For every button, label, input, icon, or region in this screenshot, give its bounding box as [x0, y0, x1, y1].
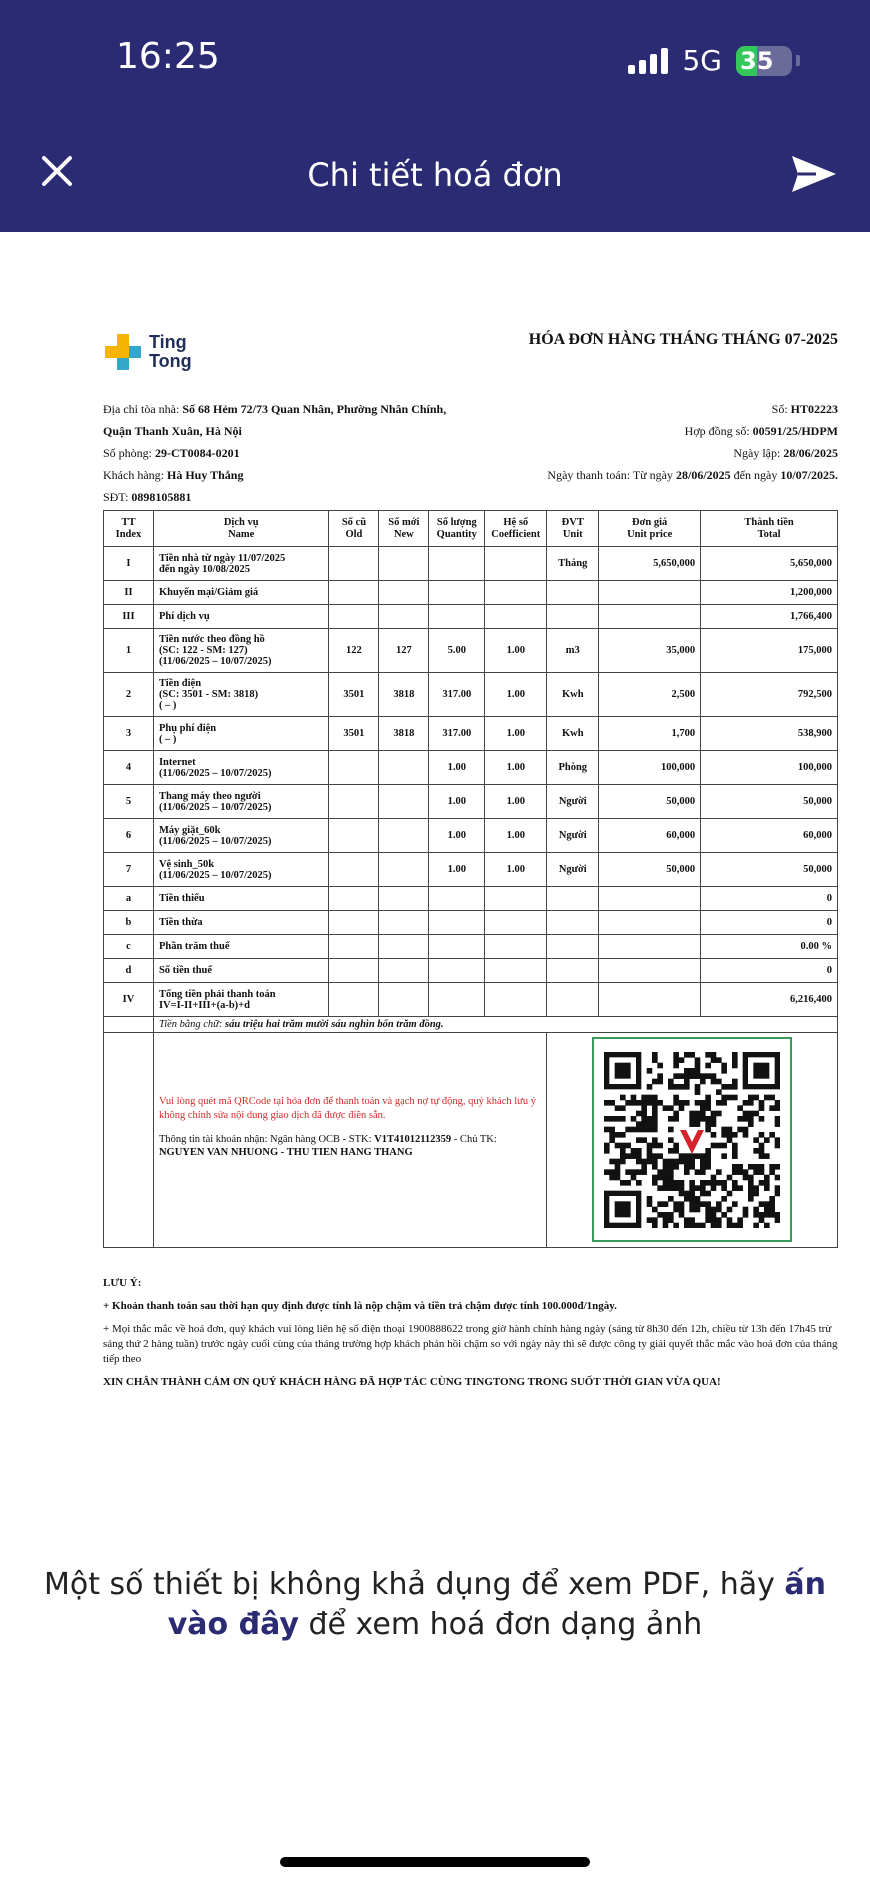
row-index: d — [104, 959, 154, 983]
row-price: 1,700 — [599, 717, 701, 751]
row-index: 4 — [104, 751, 154, 785]
row-total: 0 — [701, 911, 838, 935]
row-index: 6 — [104, 819, 154, 853]
status-time: 16:25 — [116, 36, 220, 77]
row-new: 3818 — [379, 673, 429, 717]
row-service-line: Số tiền thuế — [158, 965, 213, 976]
row-qty — [429, 581, 485, 605]
row-service-line: Tiền thừa — [158, 917, 203, 928]
row-qty: 1.00 — [429, 819, 485, 853]
row-service — [153, 717, 329, 751]
note-contact: + Mọi thắc mắc về hoá đơn, quý khách vui lòng liên hệ số điện thoại 1900888622 trong giờ hành chính hàng ngày (sáng từ 8h30 đến 12h, chiều từ 13h đến 17h45 trừ sáng thứ 2 hàng tuần) trước ngày cuối cùng của tháng trường hợp khách phản hồi chậm so với ngày này thì sẽ được công ty giải quyết thắc mắc vào hoá đơn của tháng tiếp theo — [103, 1323, 838, 1365]
table-row — [104, 911, 838, 935]
row-service-line: (11/06/2025 – 10/07/2025) — [158, 869, 272, 881]
row-index: c — [104, 935, 154, 959]
row-service — [153, 605, 329, 629]
row-service-line: Thang máy theo người — [158, 790, 261, 802]
contract-label: Hợp đồng số: — [684, 424, 753, 438]
app-header — [0, 0, 870, 232]
row-coef: 1.00 — [485, 785, 547, 819]
contract-number: 00591/25/HDPM — [752, 424, 838, 438]
row-service — [153, 673, 329, 717]
customer-name: Hà Huy Thắng — [166, 468, 244, 482]
row-coef: 1.00 — [485, 853, 547, 887]
row-old — [329, 959, 379, 983]
row-index: a — [104, 887, 154, 911]
row-unit — [547, 605, 599, 629]
account-number: V1T41012112359 — [374, 1134, 452, 1145]
col-old: Số cũ Old — [329, 511, 379, 547]
row-old — [329, 751, 379, 785]
table-row — [104, 605, 838, 629]
row-qty: 5.00 — [429, 629, 485, 673]
row-price: 50,000 — [599, 853, 701, 887]
row-qty — [429, 547, 485, 581]
row-service-line: Internet — [158, 756, 196, 768]
invoice-info — [103, 398, 838, 508]
row-service-line: (SC: 3501 - SM: 3818) — [158, 689, 259, 700]
row-index: 1 — [104, 629, 154, 673]
row-service-line: IV=I-II+III+(a-b)+d — [158, 999, 250, 1011]
table-row — [104, 935, 838, 959]
invoice-document — [103, 330, 838, 1398]
row-service-line: Phí dịch vụ — [158, 611, 210, 622]
row-price: 2,500 — [599, 673, 701, 717]
row-service-line: ( – ) — [158, 700, 177, 711]
row-unit: Người — [547, 785, 599, 819]
row-new — [379, 751, 429, 785]
qr-code — [592, 1037, 792, 1242]
row-qty — [429, 605, 485, 629]
table-header — [104, 511, 838, 547]
row-old — [329, 983, 379, 1017]
qr-instruction: Vui lòng quét mã QRCode tại hóa đơn để thanh toán và gạch nợ tự động, quý khách lưu ý không chỉnh sửa nội dung giao dịch đã được điền sẵn. — [158, 1096, 536, 1121]
row-service-line: Phần trăm thuế — [158, 941, 230, 952]
bank-account-info — [159, 1133, 541, 1159]
col-index: TT Index — [104, 511, 154, 547]
invoice-notes — [103, 1276, 838, 1390]
table-row — [104, 751, 838, 785]
invoice-number: HT02223 — [790, 402, 838, 416]
row-coef — [485, 983, 547, 1017]
row-unit — [547, 959, 599, 983]
row-service-line: (11/06/2025 – 10/07/2025) — [158, 801, 272, 813]
row-coef — [485, 959, 547, 983]
row-coef — [485, 547, 547, 581]
row-qty — [429, 935, 485, 959]
notes-title: LƯU Ý: — [103, 1277, 142, 1289]
row-service-line: Vệ sinh_50k — [158, 858, 215, 870]
row-service — [153, 547, 329, 581]
row-coef — [485, 911, 547, 935]
view-as-image-link[interactable]: ấn vào đây — [167, 1567, 827, 1642]
signal-icon — [628, 48, 668, 74]
row-service-line: Tiền thiếu — [158, 893, 205, 904]
row-price: 100,000 — [599, 751, 701, 785]
row-unit — [547, 887, 599, 911]
words-label: Tiền bằng chữ: — [158, 1019, 226, 1030]
row-service-line: Tiền điện — [158, 678, 202, 689]
row-unit — [547, 983, 599, 1017]
row-new — [379, 935, 429, 959]
thank-you-note: XIN CHÂN THÀNH CẢM ƠN QUÝ KHÁCH HÀNG ĐÃ HỢP TÁC CÙNG TINGTONG TRONG SUỐT THỜI GIAN VỪA QUA! — [103, 1376, 721, 1388]
row-service — [153, 959, 329, 983]
status-icons — [628, 44, 800, 77]
send-icon[interactable] — [790, 154, 838, 194]
invoice-table — [103, 510, 838, 1248]
qr-payment-row — [104, 1033, 838, 1248]
row-coef — [485, 581, 547, 605]
date-label: Ngày lập: — [733, 446, 784, 460]
row-service — [153, 751, 329, 785]
table-row — [104, 959, 838, 983]
row-old — [329, 853, 379, 887]
row-old — [329, 911, 379, 935]
row-index: 2 — [104, 673, 154, 717]
fallback-text-after: để xem hoá đơn dạng ảnh — [298, 1607, 703, 1642]
phone-number: 0898105881 — [131, 490, 192, 504]
address-label: Địa chỉ tòa nhà: — [103, 402, 183, 416]
row-new: 3818 — [379, 717, 429, 751]
table-row — [104, 629, 838, 673]
col-coef: Hệ số Coefficient — [485, 511, 547, 547]
table-row — [104, 853, 838, 887]
row-service-line: (11/06/2025 – 10/07/2025) — [158, 835, 272, 847]
row-price — [599, 605, 701, 629]
amount-in-words: sáu triệu hai trăm mười sáu nghìn bốn trăm đồng. — [225, 1019, 444, 1030]
row-unit: Phòng — [547, 751, 599, 785]
payment-label: Ngày thanh toán: Từ ngày — [547, 468, 676, 482]
row-service — [153, 819, 329, 853]
row-total: 1,766,400 — [701, 605, 838, 629]
row-old — [329, 887, 379, 911]
row-unit: Tháng — [547, 547, 599, 581]
row-old: 3501 — [329, 673, 379, 717]
row-service-line: Tiền nước theo đồng hồ — [158, 634, 265, 645]
row-coef: 1.00 — [485, 819, 547, 853]
table-row — [104, 983, 838, 1017]
payment-from: 28/06/2025 — [676, 468, 731, 482]
row-service — [153, 853, 329, 887]
network-type: 5G — [682, 44, 722, 77]
row-unit — [547, 911, 599, 935]
row-new — [379, 581, 429, 605]
col-service: Dịch vụ Name — [153, 511, 329, 547]
row-coef — [485, 935, 547, 959]
issue-date: 28/06/2025 — [783, 446, 838, 460]
row-service — [153, 935, 329, 959]
fallback-text-before: Một số thiết bị không khả dụng để xem PDF, hãy — [43, 1567, 785, 1602]
row-total: 0 — [701, 959, 838, 983]
logo-line2: Tong — [149, 351, 192, 371]
row-old — [329, 819, 379, 853]
row-coef: 1.00 — [485, 629, 547, 673]
table-row — [104, 673, 838, 717]
row-total: 538,900 — [701, 717, 838, 751]
row-total: 6,216,400 — [701, 983, 838, 1017]
row-qty: 1.00 — [429, 785, 485, 819]
row-unit — [547, 581, 599, 605]
amount-in-words-row — [104, 1017, 838, 1033]
row-coef: 1.00 — [485, 673, 547, 717]
note-late-payment: + Khoản thanh toán sau thời hạn quy định được tính là nộp chậm và tiền trả chậm được tính 100.000đ/1ngày. — [103, 1300, 617, 1312]
row-service-line: Tiền nhà từ ngày 11/07/2025 — [158, 552, 286, 564]
row-price: 35,000 — [599, 629, 701, 673]
table-row — [104, 785, 838, 819]
battery-icon — [736, 46, 792, 76]
row-total: 175,000 — [701, 629, 838, 673]
row-old: 122 — [329, 629, 379, 673]
row-price — [599, 581, 701, 605]
row-price: 60,000 — [599, 819, 701, 853]
row-service-line: (11/06/2025 – 10/07/2025) — [158, 656, 272, 667]
row-total: 1,200,000 — [701, 581, 838, 605]
number-label: Số: — [771, 402, 791, 416]
row-unit: Kwh — [547, 717, 599, 751]
row-total: 60,000 — [701, 819, 838, 853]
row-index: IV — [104, 983, 154, 1017]
row-new — [379, 605, 429, 629]
row-coef: 1.00 — [485, 751, 547, 785]
row-price — [599, 887, 701, 911]
row-index: b — [104, 911, 154, 935]
row-price — [599, 935, 701, 959]
logo-line1: Ting — [149, 332, 187, 352]
row-new — [379, 819, 429, 853]
phone-label: SĐT: — [103, 490, 132, 504]
row-service — [153, 581, 329, 605]
row-unit — [547, 935, 599, 959]
row-index: III — [104, 605, 154, 629]
logo-icon — [103, 332, 143, 372]
row-new — [379, 785, 429, 819]
row-old — [329, 935, 379, 959]
row-coef: 1.00 — [485, 717, 547, 751]
col-unit: ĐVT Unit — [547, 511, 599, 547]
row-index: 3 — [104, 717, 154, 751]
qr-code-image — [604, 1052, 780, 1228]
row-unit: Người — [547, 853, 599, 887]
row-price: 50,000 — [599, 785, 701, 819]
page-title: Chi tiết hoá đơn — [307, 156, 563, 194]
row-service-line: ( – ) — [158, 733, 177, 745]
row-price — [599, 959, 701, 983]
row-new — [379, 959, 429, 983]
row-new — [379, 887, 429, 911]
account-holder: NGUYEN VAN NHUONG - THU TIEN HANG THANG — [158, 1147, 413, 1158]
battery-cap — [796, 55, 800, 66]
row-index: 7 — [104, 853, 154, 887]
row-service-line: (11/06/2025 – 10/07/2025) — [158, 767, 272, 779]
row-service-line: (SC: 122 - SM: 127) — [158, 645, 248, 656]
home-indicator[interactable] — [280, 1857, 590, 1867]
row-new — [379, 547, 429, 581]
row-index: I — [104, 547, 154, 581]
row-old — [329, 581, 379, 605]
row-index: II — [104, 581, 154, 605]
row-service — [153, 911, 329, 935]
row-old — [329, 605, 379, 629]
row-total: 0.00 % — [701, 935, 838, 959]
building-address: Số 68 Hẻm 72/73 Quan Nhân, Phường Nhân Chính, Quận Thanh Xuân, Hà Nội — [103, 402, 447, 438]
pdf-fallback-message — [0, 1565, 870, 1645]
col-price: Đơn giá Unit price — [599, 511, 701, 547]
row-qty — [429, 983, 485, 1017]
row-total: 100,000 — [701, 751, 838, 785]
row-service — [153, 785, 329, 819]
payment-to: 10/07/2025. — [780, 468, 838, 482]
row-price — [599, 983, 701, 1017]
row-qty: 1.00 — [429, 853, 485, 887]
room-number: 29-CT0084-0201 — [155, 446, 240, 460]
row-coef — [485, 887, 547, 911]
row-new — [379, 911, 429, 935]
row-total: 0 — [701, 887, 838, 911]
company-logo — [103, 332, 192, 372]
col-total: Thành tiền Total — [701, 511, 838, 547]
table-row — [104, 717, 838, 751]
row-qty: 1.00 — [429, 751, 485, 785]
row-old — [329, 547, 379, 581]
row-total: 50,000 — [701, 853, 838, 887]
battery-percent: 35 — [740, 46, 774, 75]
table-row — [104, 581, 838, 605]
row-coef — [485, 605, 547, 629]
customer-label: Khách hàng: — [103, 468, 167, 482]
row-qty — [429, 911, 485, 935]
row-total: 792,500 — [701, 673, 838, 717]
payment-mid: đến ngày — [730, 468, 781, 482]
row-service-line: Máy giặt_60k — [158, 824, 221, 836]
table-row — [104, 547, 838, 581]
row-service-line: Khuyến mại/Giảm giá — [158, 587, 259, 598]
row-total: 5,650,000 — [701, 547, 838, 581]
account-label: Thông tin tài khoản nhận: Ngân hàng OCB - STK: — [158, 1134, 375, 1145]
room-label: Số phòng: — [103, 446, 156, 460]
row-unit: Người — [547, 819, 599, 853]
col-qty: Số lượng Quantity — [429, 511, 485, 547]
invoice-title: HÓA ĐƠN HÀNG THÁNG THÁNG 07-2025 — [528, 331, 838, 348]
row-new — [379, 983, 429, 1017]
row-qty: 317.00 — [429, 673, 485, 717]
row-new: 127 — [379, 629, 429, 673]
row-service — [153, 887, 329, 911]
row-price — [599, 911, 701, 935]
row-service-line: Phụ phí điện — [158, 722, 217, 734]
row-unit: Kwh — [547, 673, 599, 717]
table-row — [104, 819, 838, 853]
row-old: 3501 — [329, 717, 379, 751]
account-holder-label: - Chủ TK: — [451, 1134, 497, 1145]
row-qty — [429, 887, 485, 911]
row-old — [329, 785, 379, 819]
row-qty — [429, 959, 485, 983]
row-service-line: đến ngày 10/08/2025 — [158, 563, 250, 575]
row-price: 5,650,000 — [599, 547, 701, 581]
row-service — [153, 983, 329, 1017]
col-new: Số mới New — [379, 511, 429, 547]
row-service-line: Tổng tiền phải thanh toán — [158, 988, 276, 1000]
row-unit: m3 — [547, 629, 599, 673]
row-service — [153, 629, 329, 673]
row-index: 5 — [104, 785, 154, 819]
table-row — [104, 887, 838, 911]
row-total: 50,000 — [701, 785, 838, 819]
row-new — [379, 853, 429, 887]
row-qty: 317.00 — [429, 717, 485, 751]
